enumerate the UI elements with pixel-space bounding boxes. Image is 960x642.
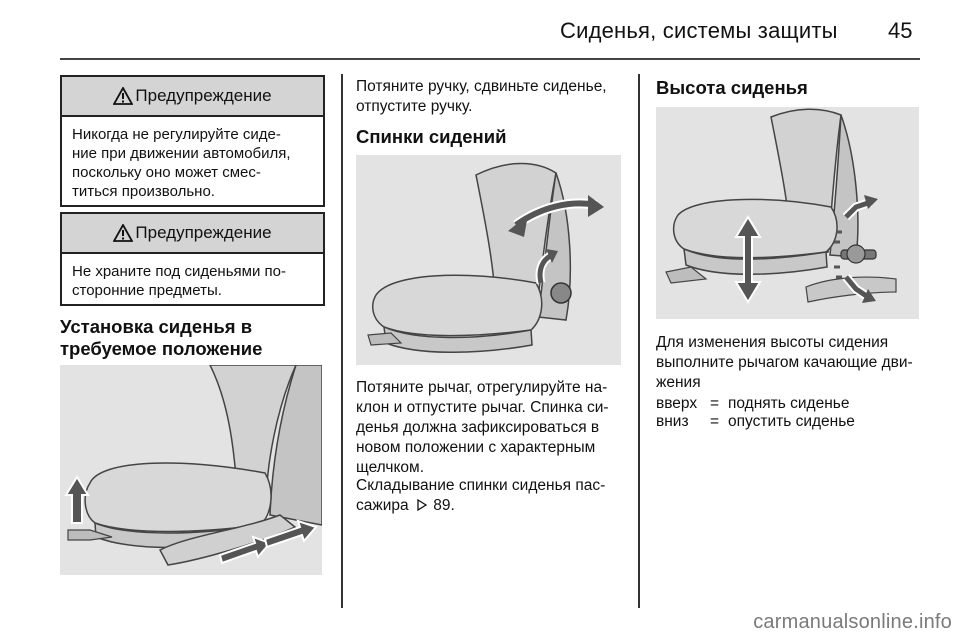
backrest-figure — [356, 155, 621, 365]
text-line: отпустите ручку. — [356, 98, 473, 115]
seat-height-body-text — [656, 333, 913, 393]
warning-box-2 — [60, 212, 325, 306]
warning-heading-1: Предупреждение — [135, 86, 272, 105]
reference-page-link[interactable]: 89. — [433, 497, 455, 514]
intro-text — [356, 77, 607, 117]
text-line: Для изменения высоты сидения — [656, 334, 889, 351]
seat-longitudinal-figure — [60, 365, 322, 575]
warning-heading-2: Предупреждение — [135, 223, 272, 242]
page-number: 45 — [888, 18, 913, 43]
fold-passenger-text — [356, 476, 605, 516]
warning-triangle-icon — [113, 87, 133, 105]
section-heading-seat-adjustment — [60, 316, 262, 360]
section-heading-seat-height: Высота сиденья — [656, 77, 808, 98]
text-line: денья должна зафиксироваться в — [356, 419, 600, 436]
text-line-with-reference — [356, 496, 605, 516]
warning-header-1 — [62, 77, 323, 117]
definition-row-down — [656, 412, 916, 431]
heading-line: требуемое положение — [60, 338, 263, 359]
text-line: жения — [656, 374, 701, 391]
heading-line: Установка сиденья в — [60, 316, 253, 337]
backrest-body-text — [356, 378, 609, 478]
definition-key: вверх — [656, 395, 698, 412]
warning-1-line: ние при движении автомобиля, — [72, 145, 291, 162]
backrest-recline-illustration — [356, 155, 621, 365]
text-line: новом положении с характерным — [356, 439, 596, 456]
text-line: выполните рычагом качающие дви- — [656, 354, 913, 371]
reference-triangle-icon — [416, 499, 427, 511]
seat-height-figure — [656, 107, 919, 319]
warning-text-1 — [62, 117, 323, 209]
warning-header-2 — [62, 214, 323, 254]
watermark: carmanualsonline.info — [753, 611, 952, 633]
text-line: Потяните ручку, сдвиньте сиденье, — [356, 78, 607, 95]
seat-slide-illustration — [60, 365, 322, 575]
warning-text-2 — [62, 254, 323, 308]
warning-1-line: поскольку оно может смес- — [72, 164, 261, 181]
definition-row-up — [656, 394, 916, 413]
definition-value: опустить сиденье — [728, 413, 855, 430]
column-divider-2 — [638, 74, 640, 608]
warning-box-1 — [60, 75, 325, 207]
text-line: Потяните рычаг, отрегулируйте на- — [356, 379, 608, 396]
definition-equals: = — [710, 413, 720, 430]
warning-triangle-icon — [113, 224, 133, 242]
definition-key: вниз — [656, 413, 689, 430]
header-divider — [60, 58, 920, 60]
warning-1-line: титься произвольно. — [72, 183, 215, 200]
seat-height-illustration — [656, 107, 919, 319]
text-line: клон и отпустите рычаг. Спинка си- — [356, 399, 609, 416]
text-line: щелчком. — [356, 459, 425, 476]
definition-value: поднять сиденье — [728, 395, 850, 412]
definition-equals: = — [710, 395, 720, 412]
section-heading-backrests: Спинки сидений — [356, 126, 507, 147]
warning-1-line: Никогда не регулируйте сиде- — [72, 126, 281, 143]
text-fragment: сажира — [356, 497, 409, 514]
warning-2-line: сторонние предметы. — [72, 282, 222, 299]
warning-2-line: Не храните под сиденьями по- — [72, 263, 286, 280]
page-header-title: Сиденья, системы защиты — [560, 18, 838, 43]
column-divider-1 — [341, 74, 343, 608]
text-line: Складывание спинки сиденья пас- — [356, 477, 606, 494]
